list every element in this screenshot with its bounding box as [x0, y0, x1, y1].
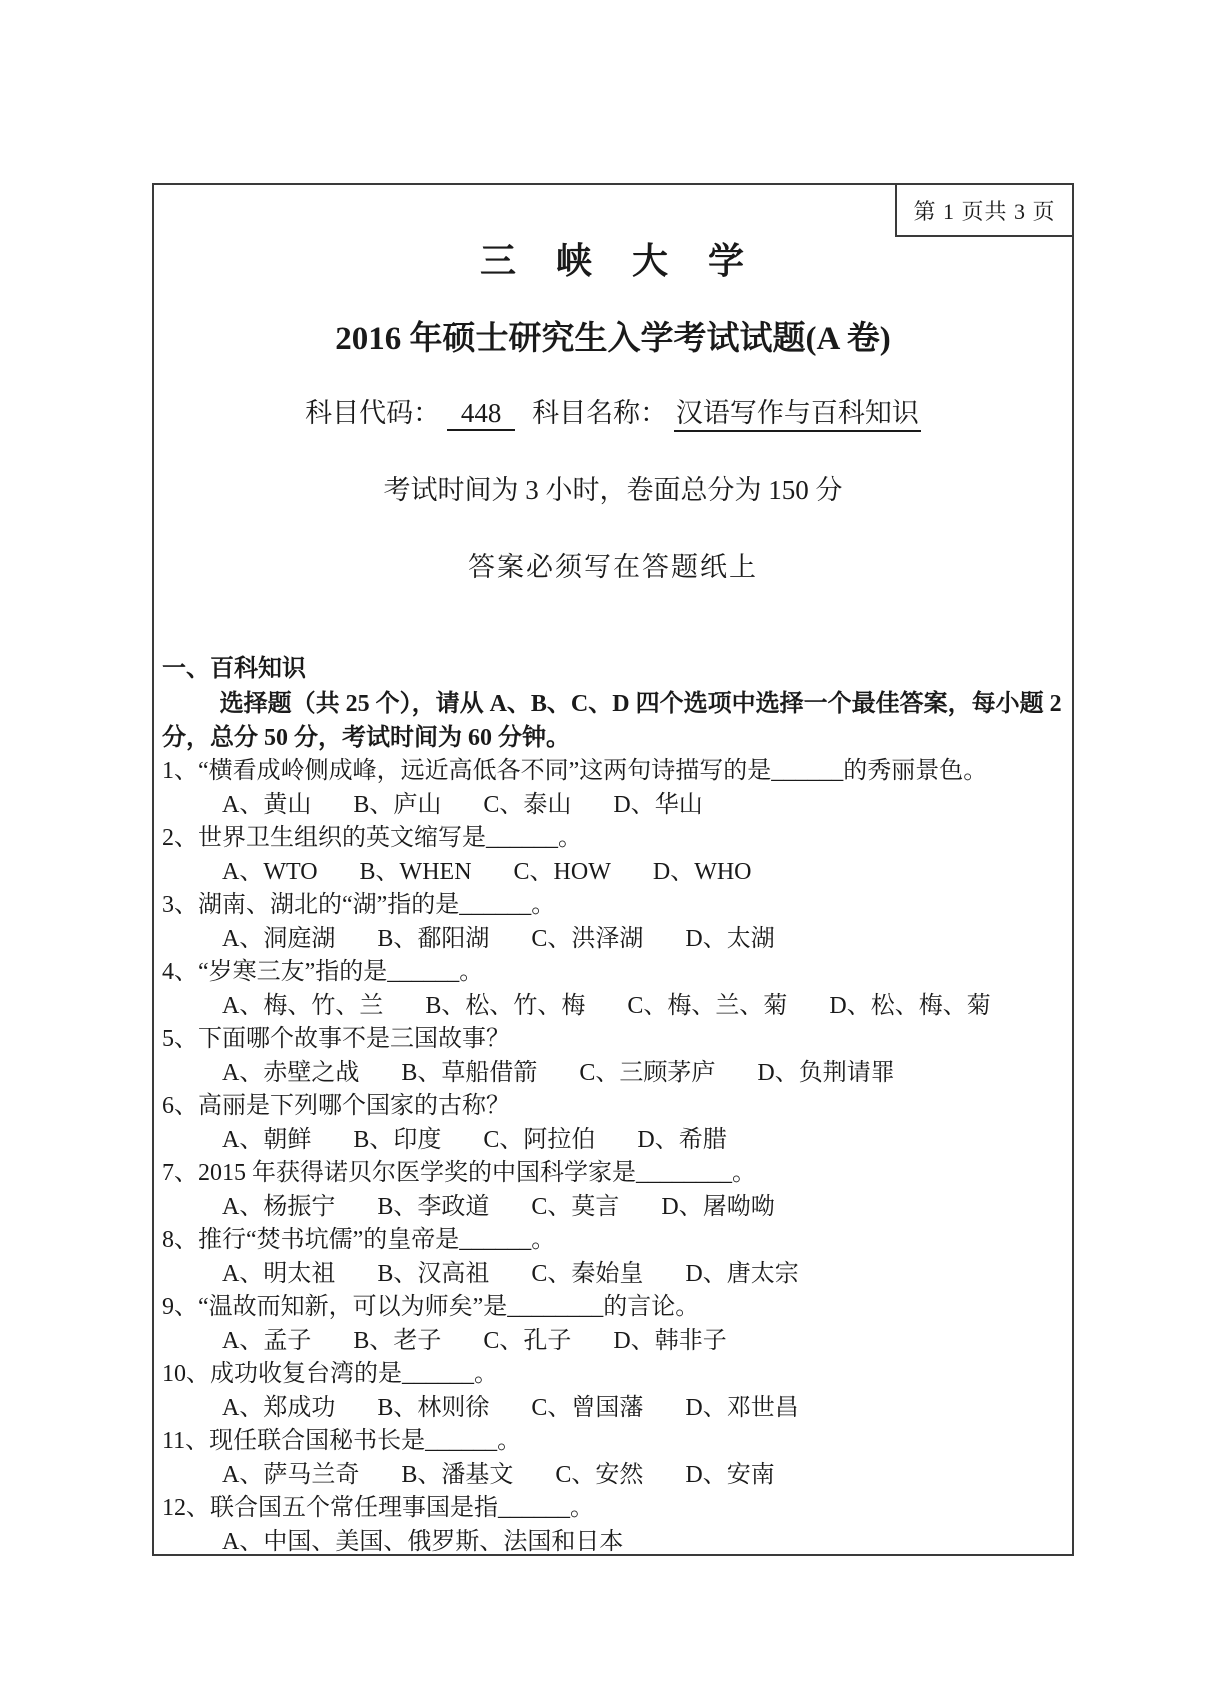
option: B、印度 [353, 1126, 442, 1153]
option: A、郑成功 [222, 1394, 336, 1421]
option: D、松、梅、菊 [829, 992, 991, 1019]
subject-name-label: 科目名称： [532, 398, 668, 428]
option: D、韩非子 [613, 1327, 727, 1354]
question-list [162, 755, 1064, 1554]
option: D、华山 [613, 791, 703, 818]
question-item [162, 1358, 1064, 1425]
question-text: 11、现任联合国秘书长是______。 [162, 1428, 522, 1454]
exam-title: 2016 年硕士研究生入学考试试题(A 卷) [335, 321, 891, 357]
option: B、松、竹、梅 [425, 992, 586, 1019]
option: D、邓世昌 [685, 1394, 799, 1421]
option: A、WTO [222, 858, 318, 885]
document-content [154, 185, 1072, 1554]
question-text: 4、“岁寒三友”指的是______。 [162, 959, 484, 985]
option-row [162, 1526, 1064, 1555]
option: A、孟子 [222, 1327, 312, 1354]
option-row [162, 1392, 1064, 1426]
question-text: 12、联合国五个常任理事国是指______。 [162, 1495, 594, 1521]
option: D、安南 [685, 1461, 775, 1488]
option-row [162, 1124, 1064, 1158]
option: C、洪泽湖 [531, 925, 644, 952]
subject-line [162, 391, 1064, 432]
page-indicator: 第 1 页共 3 页 [913, 198, 1056, 224]
option: B、老子 [353, 1327, 442, 1354]
option: C、泰山 [483, 791, 572, 818]
question-item [162, 1224, 1064, 1291]
question-text: 9、“温故而知新，可以为师矣”是________的言论。 [162, 1294, 700, 1320]
option: B、潘基文 [401, 1461, 514, 1488]
option: A、明太祖 [222, 1260, 336, 1287]
option: A、萨马兰奇 [222, 1461, 360, 1488]
option: C、曾国藩 [531, 1394, 644, 1421]
option: B、李政道 [377, 1193, 490, 1220]
question-item [162, 1291, 1064, 1358]
option: B、草船借箭 [401, 1059, 538, 1086]
option: C、安然 [555, 1461, 644, 1488]
option: B、林则徐 [377, 1394, 490, 1421]
option: B、庐山 [353, 791, 442, 818]
option: A、中国、美国、俄罗斯、法国和日本 [222, 1528, 624, 1554]
option: B、鄱阳湖 [377, 925, 490, 952]
option: C、梅、兰、菊 [627, 992, 788, 1019]
option-row [162, 1191, 1064, 1225]
option: B、WHEN [359, 858, 472, 885]
section-heading: 一、百科知识 [162, 656, 306, 682]
answer-instruction-line: 答案必须写在答题纸上 [468, 552, 758, 582]
university-title: 三 峡 大 学 [479, 241, 746, 281]
option: A、洞庭湖 [222, 925, 336, 952]
option: D、唐太宗 [685, 1260, 799, 1287]
option: C、莫言 [531, 1193, 620, 1220]
option: A、朝鲜 [222, 1126, 312, 1153]
option-row [162, 1325, 1064, 1359]
question-text: 3、湖南、湖北的“湖”指的是______。 [162, 892, 556, 918]
option-row [162, 789, 1064, 823]
question-item [162, 1157, 1064, 1224]
option: D、太湖 [685, 925, 775, 952]
option-row [162, 923, 1064, 957]
option: D、屠呦呦 [661, 1193, 775, 1220]
question-text: 1、“横看成岭侧成峰，远近高低各不同”这两句诗描写的是______的秀丽景色。 [162, 758, 988, 784]
option: C、HOW [513, 858, 611, 885]
question-text: 8、推行“焚书坑儒”的皇帝是______。 [162, 1227, 556, 1253]
question-text: 6、高丽是下列哪个国家的古称？ [162, 1093, 510, 1119]
option: C、孔子 [483, 1327, 572, 1354]
question-item [162, 889, 1064, 956]
document-border [152, 183, 1074, 1556]
question-text: 2、世界卫生组织的英文缩写是______。 [162, 825, 582, 851]
option: C、三顾茅庐 [579, 1059, 716, 1086]
question-item [162, 1090, 1064, 1157]
option: D、负荆请罪 [757, 1059, 895, 1086]
question-item [162, 956, 1064, 1023]
option: A、赤壁之战 [222, 1059, 360, 1086]
option: C、秦始皇 [531, 1260, 644, 1287]
option: A、梅、竹、兰 [222, 992, 384, 1019]
option: D、希腊 [637, 1126, 727, 1153]
option: A、杨振宁 [222, 1193, 336, 1220]
question-item [162, 1492, 1064, 1554]
question-text: 7、2015 年获得诺贝尔医学奖的中国科学家是________。 [162, 1160, 756, 1186]
question-item [162, 1023, 1064, 1090]
question-item [162, 822, 1064, 889]
question-text: 5、下面哪个故事不是三国故事？ [162, 1026, 510, 1052]
option-row [162, 990, 1064, 1024]
section-instructions: 选择题（共 25 个），请从 A、B、C、D 四个选项中选择一个最佳答案，每小题 2 分，总分 50 分，考试时间为 60 分钟。 [162, 691, 1062, 751]
option-row [162, 1057, 1064, 1091]
option: C、阿拉伯 [483, 1126, 596, 1153]
question-text: 10、成功收复台湾的是______。 [162, 1361, 498, 1387]
question-item [162, 755, 1064, 822]
subject-name-value: 汉语写作与百科知识 [674, 391, 921, 432]
subject-code-label: 科目代码： [305, 398, 441, 428]
subject-code-value: 448 [447, 398, 516, 431]
exam-duration-line: 考试时间为 3 小时，卷面总分为 150 分 [383, 475, 843, 505]
option: B、汉高祖 [377, 1260, 490, 1287]
option: D、WHO [652, 858, 752, 885]
option-row [162, 856, 1064, 890]
option-row [162, 1258, 1064, 1292]
question-item [162, 1425, 1064, 1492]
option-row [162, 1459, 1064, 1493]
option: A、黄山 [222, 791, 312, 818]
